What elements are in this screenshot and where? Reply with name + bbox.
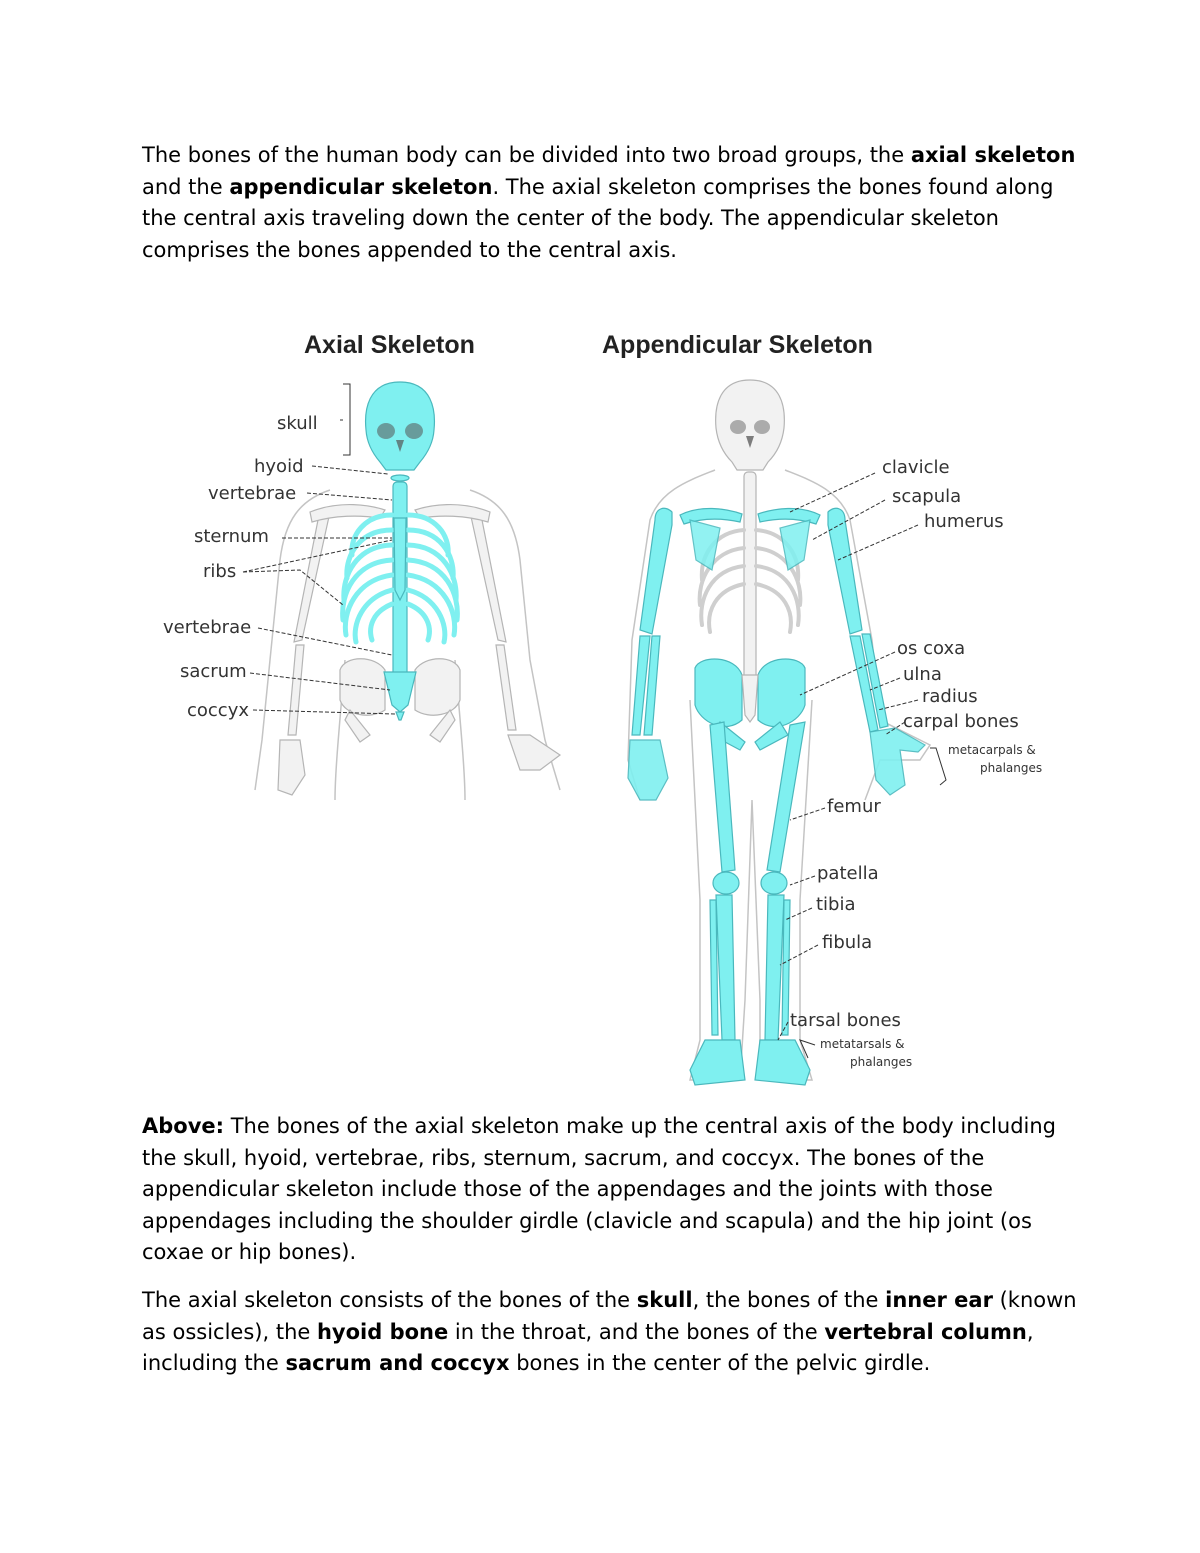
intro-text-2: and the	[142, 174, 230, 199]
label-metacarpals-line1: metacarpals &	[948, 743, 1036, 757]
label-clavicle: clavicle	[882, 457, 950, 478]
label-vertebrae-lower: vertebrae	[163, 617, 252, 638]
label-sacrum: sacrum	[180, 661, 247, 682]
skeleton-diagram	[0, 320, 1200, 1100]
intro-text-1: The bones of the human body can be divided into two broad groups, the	[142, 143, 911, 167]
label-metatarsals-line2: phalanges	[850, 1055, 913, 1069]
axial-text-2: , the bones of the	[692, 1288, 886, 1312]
label-metatarsals-line1: metatarsals &	[820, 1037, 905, 1051]
label-tibia: tibia	[816, 894, 856, 915]
term-sacrum-and-coccyx: sacrum and coccyx	[285, 1351, 510, 1375]
label-vertebrae-upper: vertebrae	[208, 483, 297, 504]
label-tarsal-bones: tarsal bones	[790, 1010, 901, 1031]
term-hyoid-bone: hyoid bone	[316, 1319, 449, 1344]
label-humerus: humerus	[924, 511, 1004, 532]
label-metacarpals-line2: phalanges	[980, 761, 1043, 775]
label-scapula: scapula	[892, 486, 962, 507]
label-radius: radius	[922, 686, 978, 707]
axial-text-3: (known as ossicles), the	[142, 1288, 1077, 1344]
label-femur: femur	[827, 796, 881, 817]
axial-skeleton-title: Axial Skeleton	[304, 331, 475, 359]
label-carpal-bones: carpal bones	[903, 711, 1019, 732]
term-skull: skull	[636, 1288, 693, 1312]
axial-skeleton-paragraph	[142, 1285, 1077, 1380]
label-os-coxa: os coxa	[897, 638, 966, 659]
label-coccyx: coccyx	[187, 700, 250, 721]
label-patella: patella	[817, 863, 879, 884]
figure-caption	[142, 1111, 1077, 1269]
intro-paragraph	[142, 140, 1077, 266]
label-ribs: ribs	[203, 561, 237, 582]
axial-text-4: in the throat, and the bones of the	[448, 1319, 825, 1344]
label-fibula: fibula	[822, 932, 873, 953]
label-hyoid: hyoid	[254, 456, 304, 477]
term-vertebral-column: vertebral column	[824, 1319, 1027, 1344]
intro-text-3: . The axial skeleton comprises the bones found along the central axis traveling down the center of the body. The appendicular skeleton comprises the bones appended to the central axis.	[142, 174, 1054, 262]
term-appendicular-skeleton: appendicular skeleton	[229, 174, 493, 199]
term-axial-skeleton: axial skeleton	[910, 143, 1076, 167]
label-skull: skull	[277, 413, 318, 434]
axial-skeleton-figure	[255, 382, 560, 800]
label-ulna: ulna	[903, 664, 942, 685]
appendicular-skeleton-title: Appendicular Skeleton	[602, 331, 873, 359]
axial-text-1: The axial skeleton consists of the bones of the	[142, 1288, 637, 1312]
axial-text-5: , including the	[142, 1319, 1034, 1375]
label-sternum: sternum	[194, 526, 269, 547]
appendicular-skeleton-figure	[628, 380, 930, 1085]
axial-text-6: bones in the center of the pelvic girdle.	[509, 1351, 931, 1375]
caption-text: The bones of the axial skeleton make up the central axis of the body including the skull, hyoid, vertebrae, ribs, sternum, sacrum, and coccyx. The bones of the appendicular skeleton include those of the appendages and the joints with those appendages including the shoulder girdle (clavicle and scapula) and the hip joint (os coxae or hip bones).	[142, 1114, 1056, 1264]
caption-lead: Above:	[142, 1114, 225, 1138]
term-inner-ear: inner ear	[885, 1288, 993, 1312]
